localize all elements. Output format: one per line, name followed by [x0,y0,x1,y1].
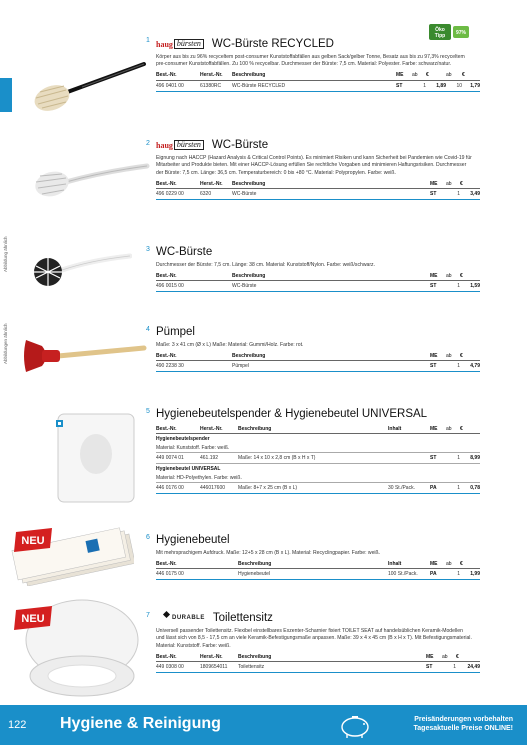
product-title: Hygienebeutelspender & Hygienebeutel UNIVERSAL [156,408,428,420]
svg-text:NEU: NEU [21,535,45,547]
durable-logo: DURABLE [156,615,205,621]
product-number: 1 [146,37,150,44]
table-row: 490 2238 30 Pümpel ST 1 4,79 [156,361,480,372]
image-note-4: Abbildungen ähnlich [3,323,8,364]
oeko-line1: Öko [435,27,445,33]
product-4 [146,324,480,372]
table-row: 449 0308 00 1809654011 Toilettensitz ST 1 24,49 [156,662,480,673]
product-description: Mit mehrsprachigem Aufdruck. Maße: 12+5 x 28 cm (B x L). Material: Recyclingpapier. Farbe: weiß. [156,550,381,556]
product-description: Maße: 3 x 41 cm (Ø x L) Maße: Material: Gummi/Holz. Farbe: rot. [156,342,304,348]
material-note: Material: Kunststoff. Farbe: weiß. [156,443,480,453]
product-number: 3 [146,246,150,253]
table-row: 496 0401 00 61380RC WC-Bürste RECYCLED ST 1 1,89 10 1,79 [156,80,480,91]
material-note: Material: HD-Polyethylen. Farbe: weiß. [156,473,480,483]
price-table: Best.-Nr. Beschreibung ME ab € 490 2238 30 Pümpel ST 1 4,79 [156,351,480,372]
haug-buersten-logo: haug bürsten [156,39,204,49]
product-number: 5 [146,408,150,415]
product-description: Durchmesser der Bürste: 7,5 cm. Länge: 38 cm. Material: Kunststoff/Nylon. Farbe: weiß/schwarz. [156,262,376,268]
product-image-recycled-brush [22,58,147,116]
oeko-line2: Tipp [434,33,446,39]
product-7 [146,610,480,673]
section-tab-marker [0,78,12,112]
subheading: Hygienebeutel UNIVERSAL [156,465,221,472]
product-5 [146,406,480,494]
product-image-bag-dispenser [56,412,136,504]
price-table: Best.-Nr. Beschreibung Inhalt ME ab € 446 0175 00 Hygienebeutel 100 St./Pack. PA 1 1,99 [156,559,480,580]
page-footer [0,705,527,745]
product-title: WC-Bürste RECYCLED [211,38,334,50]
product-6 [146,532,480,580]
oeko-pct: 97% [455,30,467,36]
product-1 [146,36,480,92]
price-table: Best.-Nr. Herst.-Nr. Beschreibung ME ab € ab € 496 0401 00 61380RC WC-Bürste RECYCLED ST 1 1,89 10 1,79 [156,71,480,92]
recycle-icon [56,420,63,427]
neu-badge-6 [14,528,54,552]
table-row: 446 0175 00 Hygienebeutel 100 St./Pack. PA 1 1,99 [156,569,480,580]
piggy-bank-icon [338,713,372,739]
table-row: 446 0176 00 446017600 Maße: 8+7 x 25 cm (B x L) 30 St./Pack. PA 1 0,78 [156,483,480,494]
product-2 [146,137,480,200]
price-table: Best.-Nr. Herst.-Nr. Beschreibung Inhalt ME ab € Hygienebeutelspender Material: Kunststoff. Farbe: weiß. 449 0074 01 461.192 Maße: 14 x 10 x 2,8 cm (B x H x T) ST 1 8,99 Hygienebeutel UNIVERSAL Material: HD-Polyethylen. Farbe: weiß. 446 0176 00 446017600 Maße: 8+7 x 25 cm (B x L) 30 St./Pack. PA 1 0,78 [156,424,480,494]
table-row: 449 0074 01 461.192 Maße: 14 x 10 x 2,8 cm (B x H x T) ST 1 8,99 [156,453,480,464]
table-row: 496 0229 00 6320 WC-Bürste ST 1 3,49 [156,189,480,200]
product-description: Universell passender Toilettensitz. Flexibel einstellbares Exzenter-Scharnier fixiert TOILET SEAT auf handelsüblichen Keramik-Modellen und lässt sich von 8,5 - 17,5 cm an viele Keramik-Befestigungsmaße anpassen. Maße: 39 x 4 x 45 cm (B x H x T). Mit Befestigungsmaterial. Material: Kunststoff. Farbe: weiß. [156,628,472,649]
product-title: Hygienebeutel [156,534,230,546]
price-note: Preisänderungen vorbehalten Tagesaktuelle Preise ONLINE! [413,716,513,732]
product-title: WC-Bürste [211,139,269,151]
product-title: WC-Bürste [156,246,213,258]
subheading: Hygienebeutelspender [156,435,210,442]
product-title: Pümpel [156,326,195,338]
svg-text:NEU: NEU [21,613,45,625]
price-table: Best.-Nr. Beschreibung ME ab € 496 0015 00 WC-Bürste ST 1 1,59 [156,271,480,292]
product-title: Toilettensitz [212,612,273,624]
product-description: Körper aus bis zu 96% recyceltem post-consumer Kunststoffabfällen aus gelben Sack/gelber Tonne, Besatz aus bis zu 97,3% recyceltem pre-consumer Kunststoffabfällen. Zu 100 % recycelbar. Durchmesser der Bürste: 7,5 cm. Material: Polyester. Farbe: schwarz/natur. [156,54,465,68]
product-image-wc-brush [22,244,132,294]
price-table: Best.-Nr. Herst.-Nr. Beschreibung ME ab € 449 0308 00 1809654011 Toilettensitz ST 1 24,49 [156,652,480,673]
price-table: Best.-Nr. Herst.-Nr. Beschreibung ME ab € 496 0229 00 6320 WC-Bürste ST 1 3,49 [156,179,480,200]
product-3 [146,244,480,292]
product-number: 7 [146,612,150,619]
table-row: 496 0015 00 WC-Bürste ST 1 1,59 [156,281,480,292]
product-description: Eignung nach HACCP (Hazard Analysis & Critical Control Points). Es minimiert Risiken und kann Sicherheit bei Pandemien wie Covid-19 für Mitarbeiter und Produkte bieten. Mit einer HACCP-Lösung erfüllen Sie rechtliche Vorgaben und minimieren Haftungsrisiken. Durchmesser der Bürste: 7,5 cm. Länge: 36,5 cm. Temperaturbereich: 0 bis +80 °C. Material: Polypropylen. Farbe: weiß. [156,155,472,176]
image-note-3: Abbildung ähnlich [3,236,8,272]
product-image-haccp-brush [22,152,152,202]
product-number: 6 [146,534,150,541]
section-title: Hygiene & Reinigung [60,715,221,732]
product-image-plunger [22,330,147,380]
neu-badge-7 [14,606,54,630]
haug-buersten-logo: haug bürsten [156,140,204,150]
page-number: 122 [8,719,27,731]
product-number: 2 [146,140,150,147]
product-number: 4 [146,326,150,333]
